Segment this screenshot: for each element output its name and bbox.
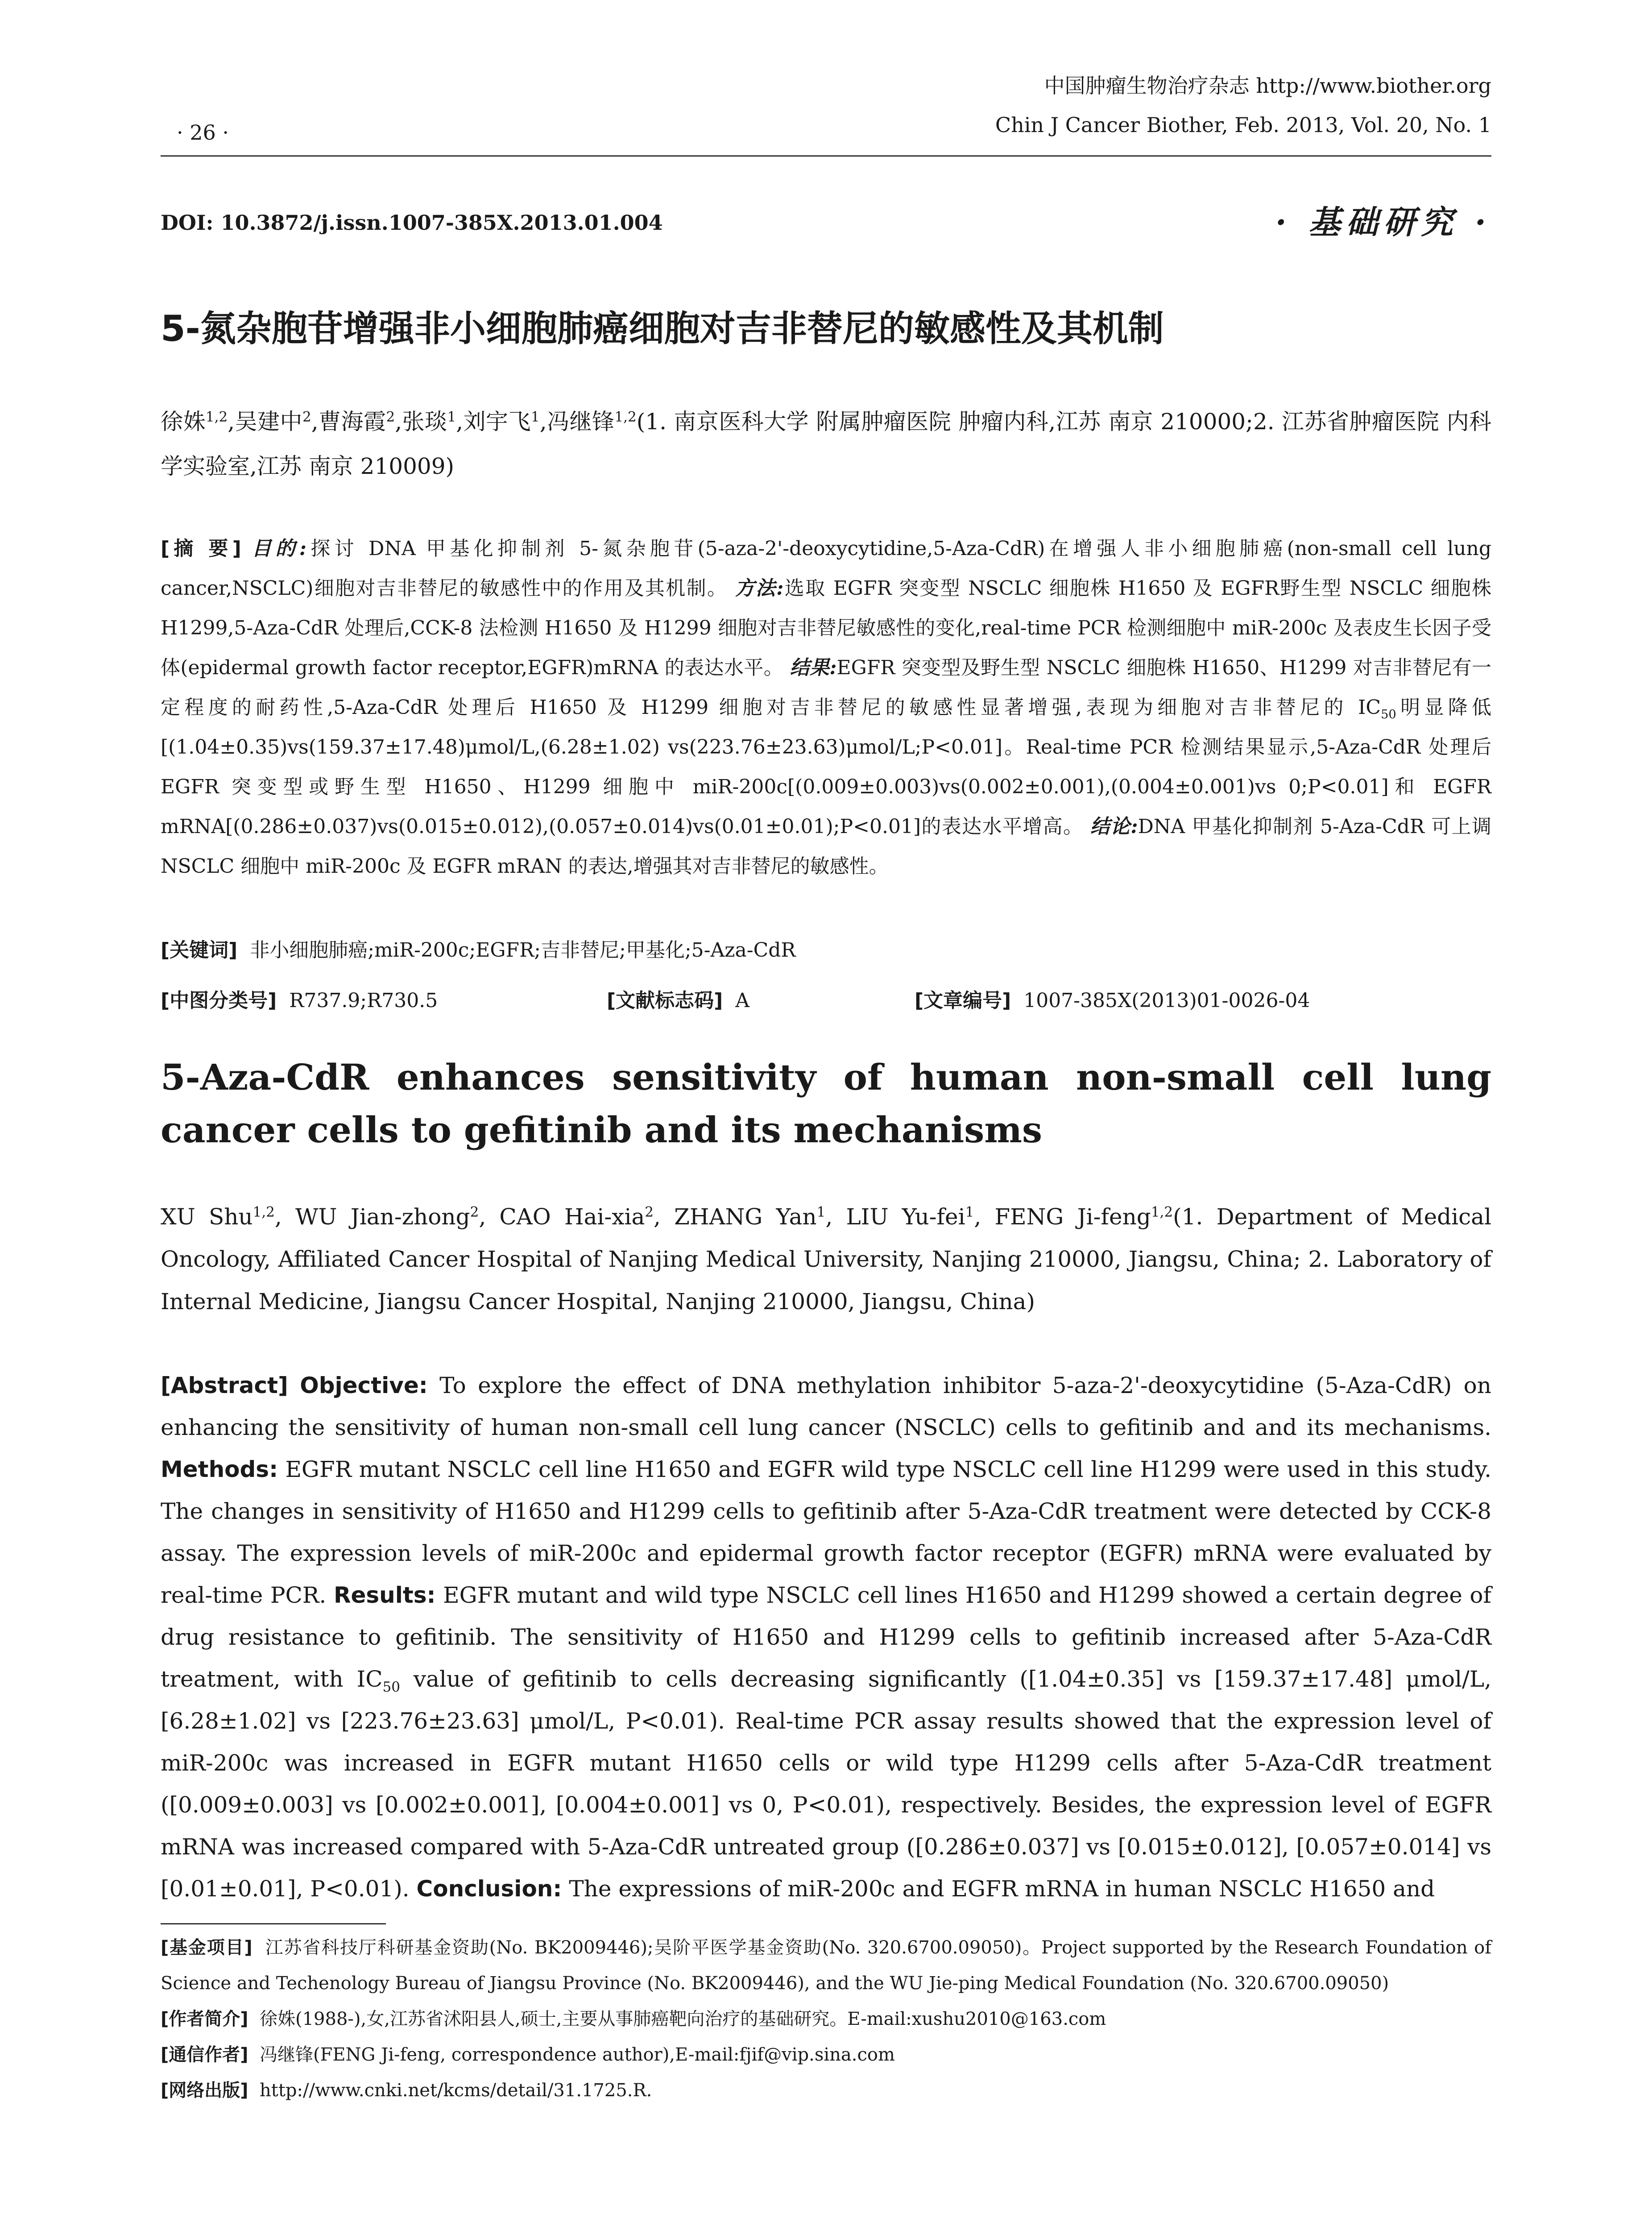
conclusion-label: 结论: (1090, 815, 1138, 838)
author-name: XU Shu (161, 1204, 253, 1230)
objective-label: 目的: (252, 537, 306, 560)
results-label: 结果: (790, 656, 837, 679)
fund-note (161, 1930, 1491, 2001)
author-affiliation-sup: 1 (530, 409, 540, 425)
author-name: , LIU Yu-fei (825, 1204, 965, 1230)
ic50-subscript: 50 (382, 1679, 400, 1695)
objective-label: Objective: (300, 1373, 428, 1398)
objective-text: 探讨 DNA 甲基化抑制剂 5-氮杂胞苷(5-aza-2'-deoxycytidine,5-Aza-CdR)在增强人非小细胞肺癌(non-small cell lung cancer,NSCLC)细胞对吉非替尼的敏感性中的作用及其机制。 (161, 537, 1491, 600)
methods-label: Methods: (161, 1456, 278, 1482)
title-cn: 5-氮杂胞苷增强非小细胞肺癌细胞对吉非替尼的敏感性及其机制 (161, 308, 1164, 349)
author-affiliation-sup: 1,2 (614, 409, 637, 425)
keywords-cn (161, 930, 1491, 970)
author-name: , WU Jian-zhong (274, 1204, 470, 1230)
online-note (161, 2073, 1491, 2108)
results-text-cont: 明显降低[(1.04±0.35)vs(159.37±17.48)μmol/L,(6.28±1.02) vs(223.76±23.63)μmol/L;P<0.01]。Real-time PCR 检测结果显示,5-Aza-CdR 处理后 EGFR 突变型或野生型 H1650、H1299 细胞中 miR-200c[(0.009±0.003)vs(0.002±0.001),(0.004±0.001)vs 0;P<0.01]和 EGFR mRNA[(0.286±0.037)vs(0.015±0.012),(0.057±0.014)vs(0.01±0.01);P<0.01]的表达水平增高。 (161, 696, 1491, 838)
conclusion-text: The expressions of miR-200c and EGFR mRNA in human NSCLC H1650 and (569, 1876, 1435, 1902)
author-name: , ZHANG Yan (654, 1204, 817, 1230)
author-affiliation-sup: 1,2 (205, 409, 228, 425)
abstract-label: [Abstract] (161, 1373, 288, 1398)
author-note (161, 2001, 1491, 2037)
keywords-text: 非小细胞肺癌;miR-200c;EGFR;吉非替尼;甲基化;5-Aza-CdR (250, 939, 796, 962)
author-affiliation-sup: 1 (447, 409, 456, 425)
methods-text: 选取 EGFR 突变型 NSCLC 细胞株 H1650 及 EGFR野生型 NSCLC 细胞株 H1299,5-Aza-CdR 处理后,CCK-8 法检测 H1650 及 H1299 细胞对吉非替尼敏感性的变化,real-time PCR 检测细胞中 miR-200c 及表皮生长因子受体(epidermal growth factor receptor,EGFR)mRNA 的表达水平。 (161, 577, 1491, 679)
correspondence-label: [通信作者] (161, 2044, 248, 2065)
footnotes (161, 1930, 1491, 2108)
journal-name-cn: 中国肿瘤生物治疗杂志 http://www.biother.org (1044, 74, 1491, 98)
methods-text: EGFR mutant NSCLC cell line H1650 and EGFR wild type NSCLC cell line H1299 were used in this study. The changes in sensitivity of H1650 and H1299 cells to gefitinib after 5-Aza-CdR treatment were detected by CCK-8 assay. The expression levels of miR-200c and epidermal growth factor receptor (EGFR) mRNA were evaluated by real-time PCR. (161, 1456, 1491, 1608)
author-affiliation-sup: 1 (965, 1204, 974, 1220)
author-affiliation-sup: 1,2 (253, 1204, 275, 1220)
fund-label: [基金项目] (161, 1937, 253, 1958)
author-bio-label: [作者简介] (161, 2009, 248, 2029)
doc-code-field (607, 981, 749, 1020)
fund-text: 江苏省科技厅科研基金资助(No. BK2009446);吴阶平医学基金资助(No. 320.6700.09050)。Project supported by the Research Foundation of Science and Techenology Bureau of Jiangsu Province (No. BK2009446), and the WU Jie-ping Medical Foundation (No. 320.6700.09050) (161, 1937, 1492, 1994)
results-text: EGFR mutant and wild type NSCLC cell lines H1650 and H1299 showed a certain degree of drug resistance to gefitinib. The sensitivity of H1650 and H1299 cells to gefitinib increased after 5-Aza-CdR treatment, with IC (161, 1582, 1491, 1692)
conclusion-label: Conclusion: (416, 1876, 562, 1902)
abstract-cn (161, 529, 1491, 886)
author-bio-text: 徐姝(1988-),女,江苏省沭阳县人,硕士,主要从事肺癌靶向治疗的基础研究。E-mail:xushu2010@163.com (260, 2009, 1106, 2029)
article-number-field (915, 981, 1310, 1020)
clc-field (161, 981, 438, 1020)
results-label: Results: (333, 1582, 436, 1608)
results-text: EGFR 突变型及野生型 NSCLC 细胞株 H1650、H1299 对吉非替尼有一定程度的耐药性,5-Aza-CdR 处理后 H1650 及 H1299 细胞对吉非替尼的敏感性显著增强,表现为细胞对吉非替尼的 IC (161, 656, 1491, 719)
keywords-label: [关键词] (161, 939, 238, 962)
author-affiliation-sup: 2 (302, 409, 311, 425)
authors-cn: 徐姝$^{1,2}$,吴建中$^2$,曹海霞$^2$,张琰$^1$,刘宇飞$^1$,冯继锋$^{1,2}$(1. 南京医科大学 附属肿瘤医院 肿瘤内科,江苏 南京 210000;2. 江苏省肿瘤医院 内科学实验室,江苏 南京 210009) (161, 409, 1492, 479)
doi: DOI: 10.3872/j.issn.1007-385X.2013.01.004 (161, 211, 663, 235)
doc-code-value: A (735, 989, 749, 1012)
author-affiliation-sup: 2 (386, 409, 395, 425)
author-name: 冯继锋 (547, 409, 615, 435)
author-affiliation-sup: 1,2 (1151, 1204, 1173, 1220)
correspondence-text: 冯继锋(FENG Ji-feng, correspondence author),E-mail:fjif@vip.sina.com (260, 2044, 895, 2065)
page-number: · 26 · (177, 120, 229, 145)
author-affiliation-sup: 1 (816, 1204, 826, 1220)
article-number-value: 1007-385X(2013)01-0026-04 (1023, 989, 1310, 1012)
author-name: , FENG Ji-feng (974, 1204, 1151, 1230)
clc-label: [中图分类号] (161, 989, 277, 1012)
header-rule (161, 155, 1491, 157)
author-name: 曹海霞 (318, 409, 386, 435)
ic50-subscript: 50 (1381, 707, 1396, 722)
author-name: 吴建中 (235, 409, 302, 435)
clc-value: R737.9;R730.5 (289, 989, 438, 1012)
author-name: 刘宇飞 (463, 409, 531, 435)
abstract-en (161, 1364, 1491, 1910)
author-name: , CAO Hai-xia (479, 1204, 645, 1230)
conclusion-text: DNA 甲基化抑制剂 5-Aza-CdR 可上调 NSCLC 细胞中 miR-200c 及 EGFR mRAN 的表达,增强其对吉非替尼的敏感性。 (161, 815, 1491, 878)
article-number-label: [文章编号] (915, 989, 1011, 1012)
doc-code-label: [文献标志码] (607, 989, 723, 1012)
title-en: 5-Aza-CdR enhances sensitivity of human non-small cell lung cancer cells to gefitinib and its mechanisms (161, 1056, 1491, 1151)
abstract-label: [摘 要] (161, 537, 241, 560)
correspondence-note (161, 2037, 1491, 2073)
online-label: [网络出版] (161, 2080, 248, 2101)
author-name: 张琰 (402, 409, 447, 435)
classification-row (161, 981, 1491, 1020)
author-name: 徐姝 (161, 409, 206, 435)
objective-text: To explore the effect of DNA methylation inhibitor 5-aza-2'-deoxycytidine (5-Aza-CdR) on enhancing the sensitivity of human non-small cell lung cancer (NSCLC) cells to gefitinib and and its mechanisms. (161, 1373, 1491, 1440)
affiliation-en: (1. Department of Medical Oncology, Affiliated Cancer Hospital of Nanjing Medical University, Nanjing 210000, Jiangsu, China; 2. Laboratory of Internal Medicine, Jiangsu Cancer Hospital, Nanjing 210000, Jiangsu, China) (161, 1204, 1491, 1315)
results-text-cont: value of gefitinib to cells decreasing significantly ([1.04±0.35] vs [159.37±17.48] μmol/L, [6.28±1.02] vs [223.76±23.63] μmol/L, P<0.01). Real-time PCR assay results showed that the expression level of miR-200c was increased in EGFR mutant H1650 cells or wild type H1299 cells after 5-Aza-CdR treatment ([0.009±0.003] vs [0.002±0.001], [0.004±0.001] vs 0, P<0.01), respectively. Besides, the expression level of EGFR mRNA was increased compared with 5-Aza-CdR untreated group ([0.286±0.037] vs [0.015±0.012], [0.057±0.014] vs [0.01±0.01], P<0.01). (161, 1666, 1491, 1902)
author-affiliation-sup: 2 (645, 1204, 654, 1220)
methods-label: 方法: (735, 577, 784, 600)
author-affiliation-sup: 2 (470, 1204, 479, 1220)
affiliation-cn: (1. 南京医科大学 附属肿瘤医院 肿瘤内科,江苏 南京 210000;2. 江苏省肿瘤医院 内科学实验室,江苏 南京 210009) (161, 409, 1492, 479)
authors-en (161, 1196, 1491, 1323)
column-label: · 基础研究 · (1275, 203, 1491, 241)
online-text: http://www.cnki.net/kcms/detail/31.1725.R. (260, 2080, 652, 2101)
footnote-rule (161, 1923, 386, 1924)
journal-issue-en: Chin J Cancer Biother, Feb. 2013, Vol. 20, No. 1 (995, 113, 1491, 137)
